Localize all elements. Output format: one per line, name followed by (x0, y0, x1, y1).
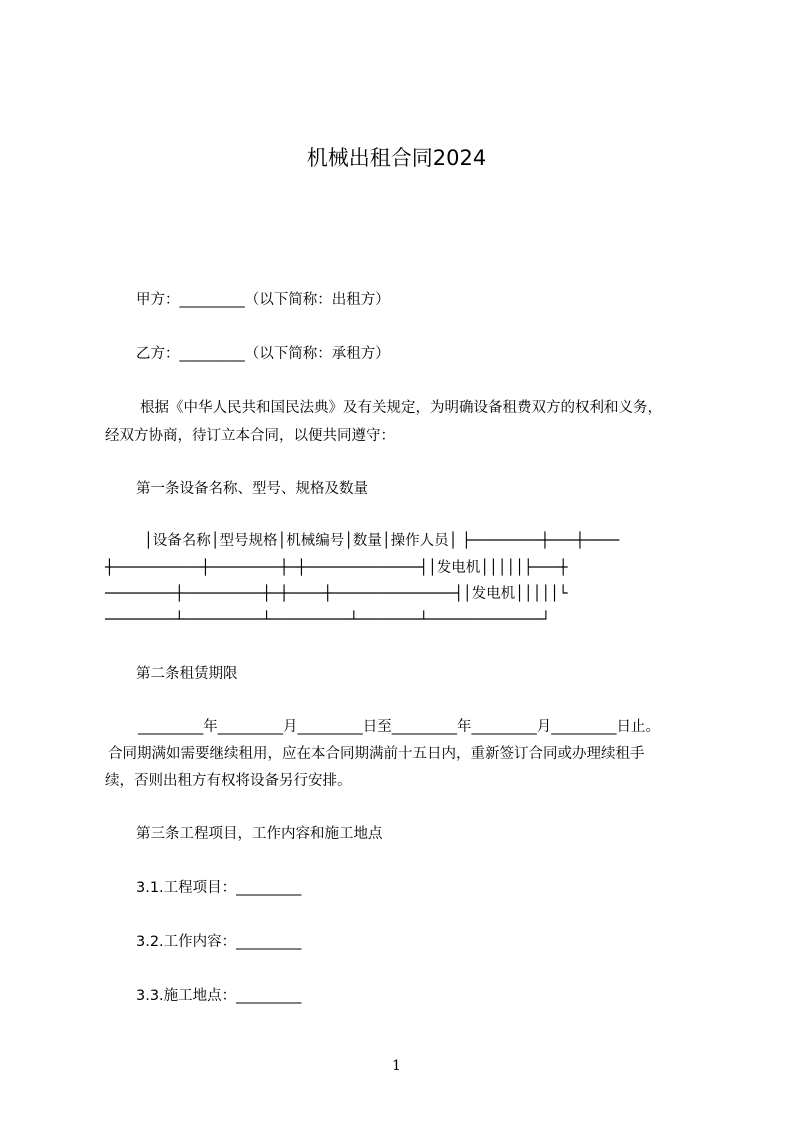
equipment-table-line2: ┼──────────┼────────┼─┼─────────────┤│发电机│││││├───┼ (105, 560, 568, 576)
party-b-line: 乙方：_________（以下简称：承租方） (136, 346, 390, 362)
page-number: 1 (392, 1058, 401, 1074)
work-content-field: 3.2.工作内容：_________ (136, 934, 302, 950)
equipment-table-line3: ────────┼─────────┼─┼────┼──────────────┤│发电机│││││└ (105, 586, 568, 602)
article-1-title: 第一条设备名称、型号、规格及数量 (136, 481, 368, 497)
equipment-table-line4: ────────┴─────────┴─────────┴───────┴─────────────┘ (105, 612, 551, 628)
intro-paragraph-line2: 经双方协商，待订立本合同，以便共同遵守： (105, 428, 395, 444)
project-name-field: 3.1.工程项目：_________ (136, 880, 302, 896)
lease-period-dates: _________年_________月_________日至_________年_________月_________日止。 (138, 719, 660, 735)
article-2-paragraph-line2: 续，否则出租方有权将设备另行安排。 (105, 773, 352, 789)
article-3-title: 第三条工程项目，工作内容和施工地点 (136, 826, 383, 842)
article-2-paragraph-line1: 合同期满如需要继续租用，应在本合同期满前十五日内，重新签订合同或办理续租手 (108, 746, 645, 762)
construction-site-field: 3.3.施工地点：_________ (136, 988, 302, 1004)
article-2-title: 第二条租赁期限 (136, 666, 238, 682)
equipment-table-line1: │设备名称│型号规格│机械编号│数量│操作人员│ ├────────┼───┼──── (144, 533, 620, 549)
party-a-line: 甲方：_________（以下简称：出租方） (136, 292, 390, 308)
intro-paragraph-line1: 根据《中华人民共和国民法典》及有关规定，为明确设备租费双方的权利和义务， (140, 400, 662, 416)
document-title: 机械出租合同2024 (306, 146, 487, 170)
